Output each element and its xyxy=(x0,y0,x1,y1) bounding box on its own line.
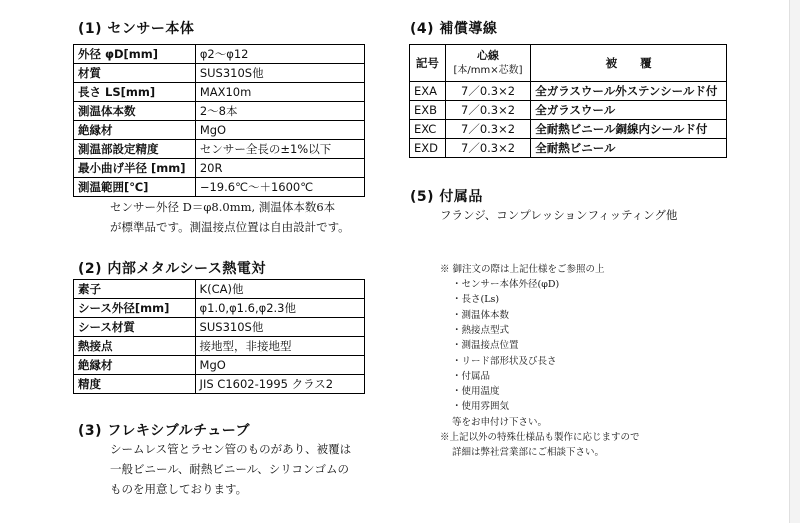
spec-label: 精度 xyxy=(74,375,196,394)
spec-label: シース外径[mm] xyxy=(74,299,196,318)
table-row xyxy=(410,139,727,158)
spec-label: 素子 xyxy=(74,280,196,299)
sensor-note-line-2: が標準品です。測温接点位置は自由設計です。 xyxy=(110,220,350,234)
order-item: ・リード部形状及び長さ xyxy=(452,355,557,367)
table-row xyxy=(74,337,365,356)
order-item: ・測温体本数 xyxy=(452,309,510,321)
table-row xyxy=(74,45,365,64)
spec-label: 測温範囲[℃] xyxy=(74,178,196,197)
wire-code: EXC xyxy=(410,120,446,139)
accessories-text: フランジ、コンプレッションフィッティング他 xyxy=(440,208,678,222)
spec-label: 最小曲げ半径 [mm] xyxy=(74,159,196,178)
spec-value: −19.6℃〜＋1600℃ xyxy=(195,178,364,197)
order-item: ・熱接点型式 xyxy=(452,324,510,336)
order-item: ・使用温度 xyxy=(452,386,500,398)
section-3-title: (3) フレキシブルチューブ xyxy=(78,423,251,439)
sensor-spec-table xyxy=(73,44,365,197)
spec-label: 絶縁材 xyxy=(74,356,196,375)
order-closing: 等をお申付け下さい。 xyxy=(452,417,548,428)
scrollbar-track[interactable] xyxy=(789,0,800,523)
wire-core: 7／0.3×2 xyxy=(445,139,530,158)
section-1-title: (1) センサー本体 xyxy=(78,21,195,37)
spec-label: 長さ LS[mm] xyxy=(74,83,196,102)
section-4-title: (4) 補償導線 xyxy=(410,21,498,37)
table-row xyxy=(74,280,365,299)
spec-value: K(CA)他 xyxy=(195,280,364,299)
table-row xyxy=(410,82,727,101)
table-row xyxy=(74,178,365,197)
table-row xyxy=(410,120,727,139)
flex-tube-line-2: 一般ビニール、耐熱ビニール、シリコンゴムの xyxy=(110,462,349,476)
order-item: ・使用雰囲気 xyxy=(452,401,510,413)
order-item: ・長さ(Ls) xyxy=(452,294,500,306)
spec-label: 外径 φD[mm] xyxy=(74,45,196,64)
table-row xyxy=(74,318,365,337)
wire-cover: 全耐熱ビニール銅線内シールド付 xyxy=(531,120,727,139)
table-row xyxy=(74,356,365,375)
header-core-unit: [本/mm×芯数] xyxy=(453,65,523,76)
wire-cover: 全耐熱ビニール xyxy=(531,139,727,158)
table-row xyxy=(74,140,365,159)
table-row xyxy=(74,299,365,318)
spec-label: 絶縁材 xyxy=(74,121,196,140)
spec-label: 測温部設定精度 xyxy=(74,140,196,159)
wire-code: EXB xyxy=(410,101,446,120)
flex-tube-line-1: シームレス管とラセン管のものがあり、被覆は xyxy=(110,442,352,456)
table-row xyxy=(74,159,365,178)
wire-core: 7／0.3×2 xyxy=(445,120,530,139)
spec-label: シース材質 xyxy=(74,318,196,337)
wire-core: 7／0.3×2 xyxy=(445,101,530,120)
spec-value: φ2〜φ12 xyxy=(195,45,364,64)
spec-value: φ1.0,φ1.6,φ2.3他 xyxy=(195,299,364,318)
spec-value: SUS310S他 xyxy=(195,64,364,83)
spec-value: 接地型，非接地型 xyxy=(195,337,364,356)
wire-core: 7／0.3×2 xyxy=(445,82,530,101)
wire-code: EXD xyxy=(410,139,446,158)
flex-tube-line-3: ものを用意しております。 xyxy=(110,482,248,496)
spec-value: 20R xyxy=(195,159,364,178)
wire-code: EXA xyxy=(410,82,446,101)
wire-cover: 全ガラスウール xyxy=(531,101,727,120)
table-row xyxy=(74,375,365,394)
header-core-label: 心線 xyxy=(477,49,500,62)
header-code: 記号 xyxy=(410,45,446,82)
wire-cover: 全ガラスウール外ステンシールド付 xyxy=(531,82,727,101)
order-item: ・センサー本体外径(φD) xyxy=(452,279,560,290)
sheath-thermocouple-table xyxy=(73,279,365,394)
compensating-wire-table xyxy=(409,44,727,158)
spec-label: 熱接点 xyxy=(74,337,196,356)
order-item: ・測温接点位置 xyxy=(452,340,519,352)
table-row xyxy=(410,101,727,120)
section-5-title: (5) 付属品 xyxy=(410,189,483,205)
spec-value: 2〜8本 xyxy=(195,102,364,121)
spec-value: センサー全長の±1%以下 xyxy=(195,140,364,159)
table-row xyxy=(74,121,365,140)
spec-label: 測温体本数 xyxy=(74,102,196,121)
spec-value: JIS C1602-1995 クラス2 xyxy=(195,375,364,394)
order-item: ・付属品 xyxy=(452,370,491,382)
order-intro: ※ 御注文の際は上記仕様をご参照の上 xyxy=(440,264,605,275)
table-row xyxy=(74,102,365,121)
table-row xyxy=(74,64,365,83)
special-note-2: 詳細は弊社営業部にご相談下さい。 xyxy=(452,447,605,458)
spec-value: SUS310S他 xyxy=(195,318,364,337)
spec-value: MgO xyxy=(195,121,364,140)
header-core xyxy=(445,45,530,82)
special-note-1: ※上記以外の特殊仕様品も製作に応じますので xyxy=(440,432,640,443)
spec-label: 材質 xyxy=(74,64,196,83)
spec-value: MgO xyxy=(195,356,364,375)
section-2-title: (2) 内部メタルシース熱電対 xyxy=(78,261,266,277)
table-row xyxy=(74,83,365,102)
header-cover: 被 覆 xyxy=(531,45,727,82)
spec-value: MAX10m xyxy=(195,83,364,102)
sensor-note-line-1: センサー外径 D＝φ8.0mm, 測温体本数6本 xyxy=(110,200,336,214)
